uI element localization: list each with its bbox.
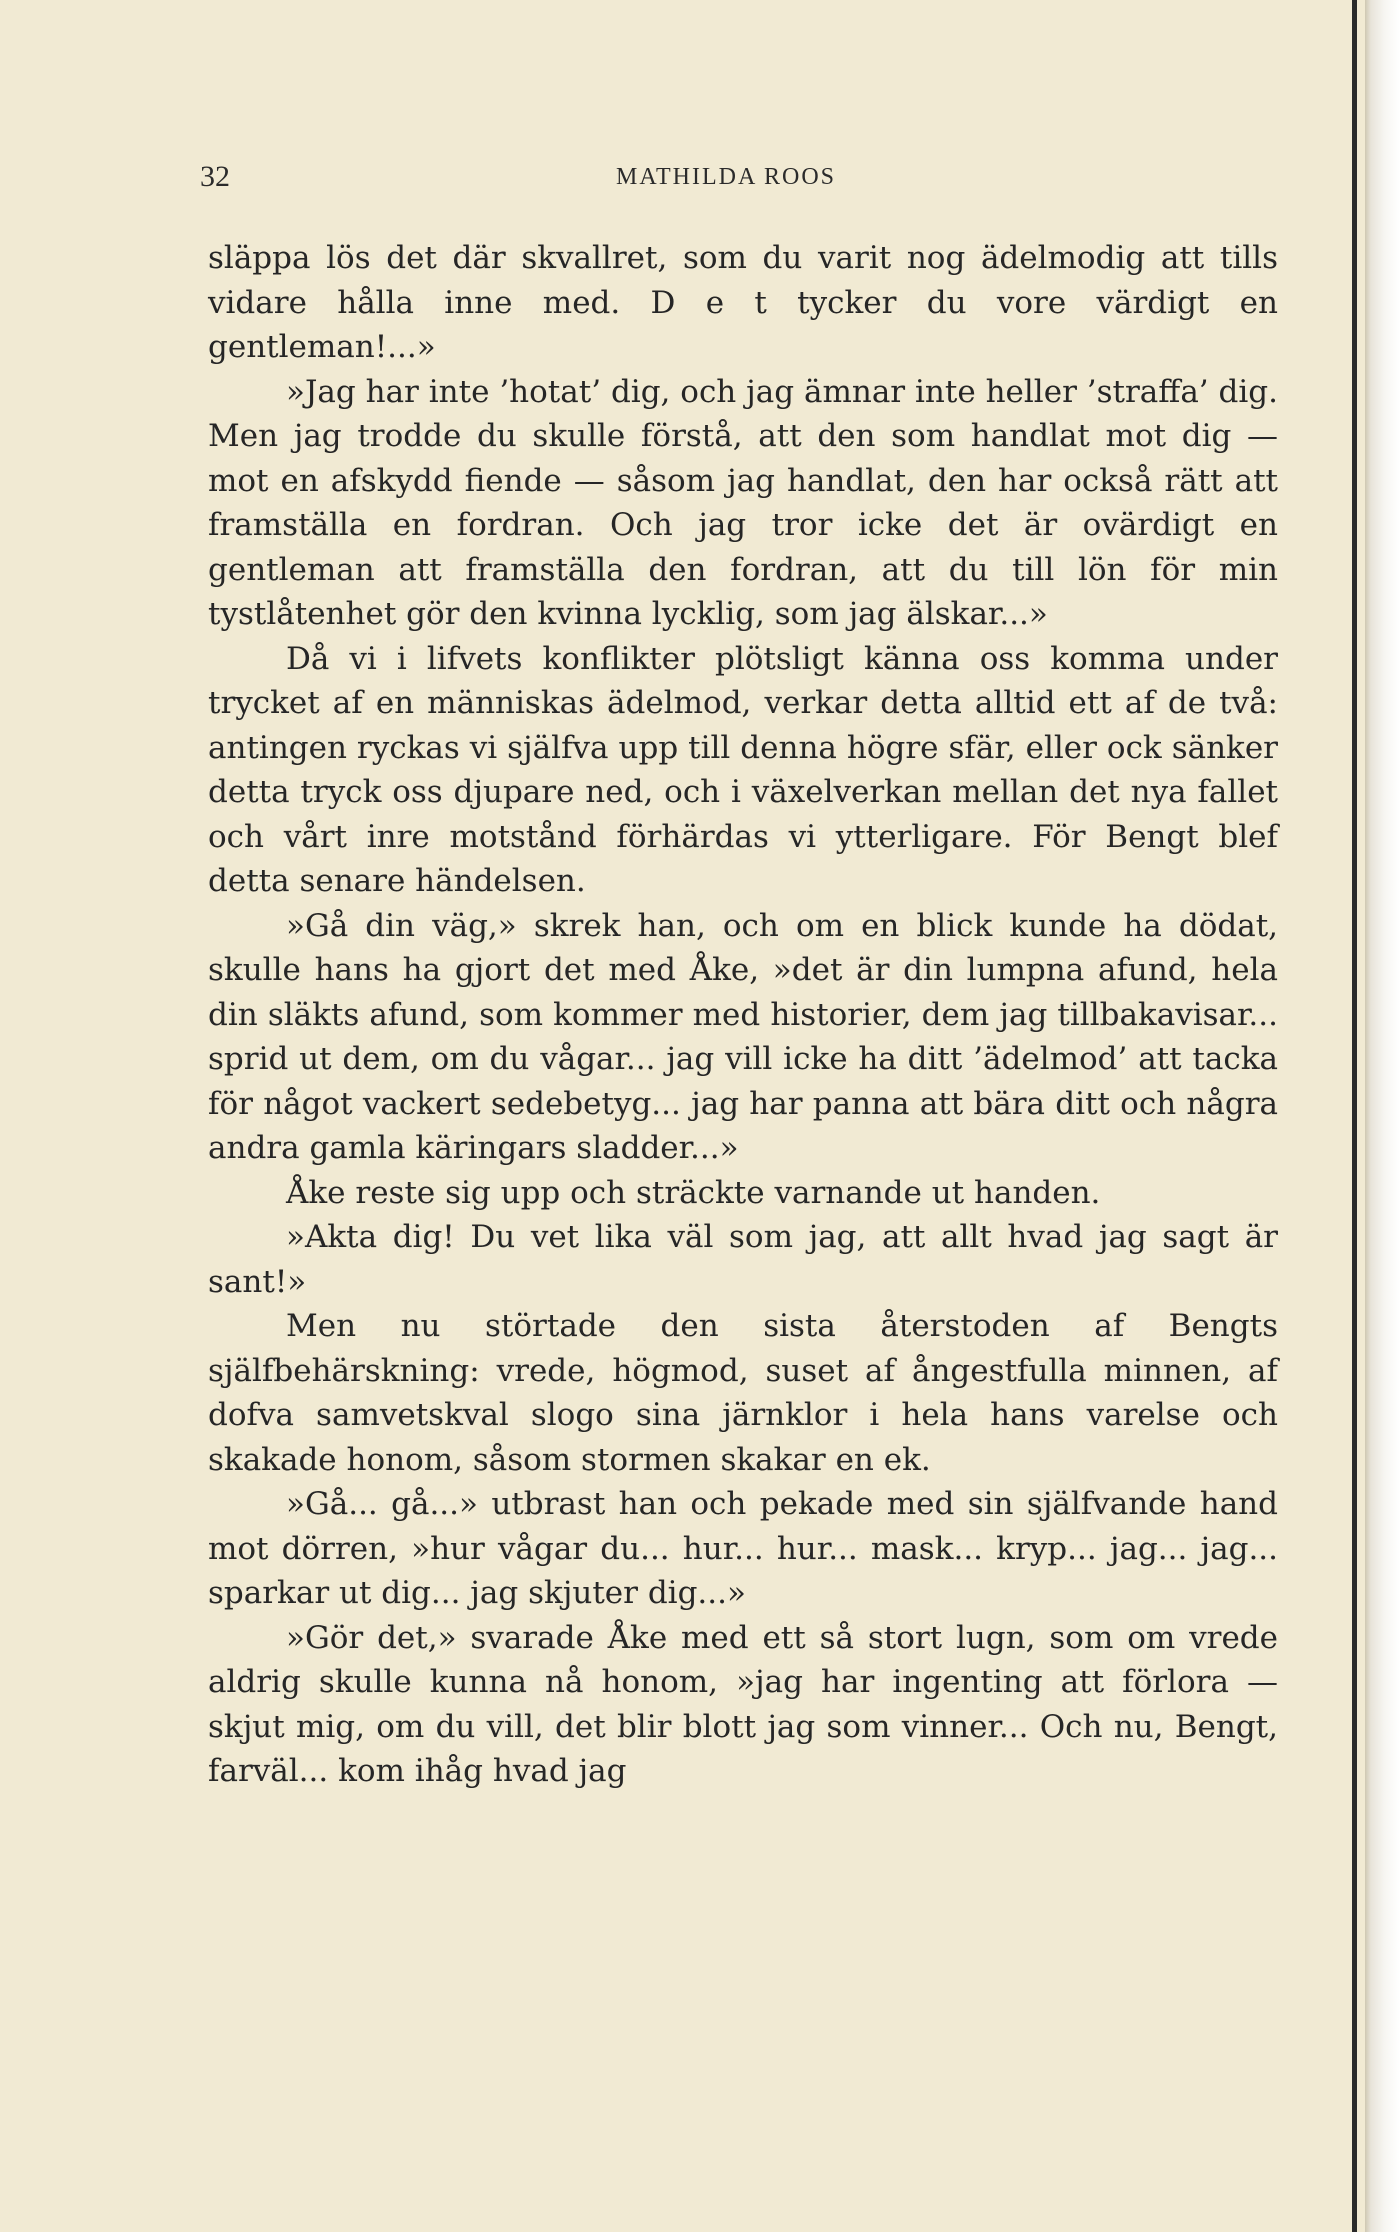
- paragraph: Då vi i lifvets konflikter plötsligt känna oss komma under trycket af en människas ädelmod, verkar detta alltid ett af de två: antingen ryckas vi själfva upp till denna högre sfär, eller ock sänker detta tryck oss djupare ned, och i växelverkan mellan det nya fallet och vårt inre motstånd förhärdas vi ytterligare. För Bengt blef detta senare händelsen.: [208, 640, 1278, 899]
- paragraph: »Gå din väg,» skrek han, och om en blick kunde ha dödat, skulle hans ha gjort det med Åke, »det är din lumpna afund, hela din släkts afund, som kommer med historier, dem jag tillbakavisar... sprid ut dem, om du vågar... jag vill icke ha ditt ’ädelmod’ att tacka för något vackert sedebetyg... jag har panna att bära ditt och några andra gamla käringars sladder...»: [208, 907, 1278, 1166]
- paragraph: Men nu störtade den sista återstoden af Bengts själfbehärskning: vrede, högmod, suset af ångestfulla minnen, af dofva samvetskval slogo sina järnklor i hela hans varelse och skakade honom, såsom stormen skakar en ek.: [208, 1308, 1278, 1478]
- paragraph: »Gå... gå...» utbrast han och pekade med sin själfvande hand mot dörren, »hur vågar du... hur... hur... mask... kryp... jag... jag... sparkar ut dig... jag skjuter dig...»: [208, 1486, 1278, 1611]
- paragraph: »Akta dig! Du vet lika väl som jag, att allt hvad jag sagt är sant!»: [208, 1219, 1278, 1300]
- body-text: [208, 236, 1278, 1794]
- scan-margin: [1365, 0, 1400, 2232]
- paragraph: »Gör det,» svarade Åke med ett så stort lugn, som om vrede aldrig skulle kunna nå honom, »jag har ingenting att förlora — skjut mig, om du vill, det blir blott jag som vinner... Och nu, Bengt, farväl... kom ihåg hvad jag: [208, 1619, 1278, 1789]
- paragraph: släppa lös det där skvallret, som du varit nog ädelmodig att tills vidare hålla inne med. D e t tycker du vore värdigt en gentleman!...»: [208, 240, 1278, 365]
- paragraph: »Jag har inte ’hotat’ dig, och jag ämnar inte heller ’straffa’ dig. Men jag trodde du skulle förstå, att den som handlat mot dig — mot en afskydd fiende — såsom jag handlat, den har också rätt att framställa en fordran. Och jag tror icke det är ovärdigt en gentleman att framställa den fordran, att du till lön för min tystlåtenhet gör den kvinna lycklig, som jag älskar...»: [208, 373, 1278, 632]
- paragraph: Åke reste sig upp och sträckte varnande ut handen.: [286, 1174, 1101, 1211]
- page-number: 32: [200, 160, 230, 193]
- page-header: [200, 160, 1275, 200]
- running-head: MATHILDA ROOS: [616, 164, 837, 190]
- page-edge-shadow: [1352, 0, 1357, 2232]
